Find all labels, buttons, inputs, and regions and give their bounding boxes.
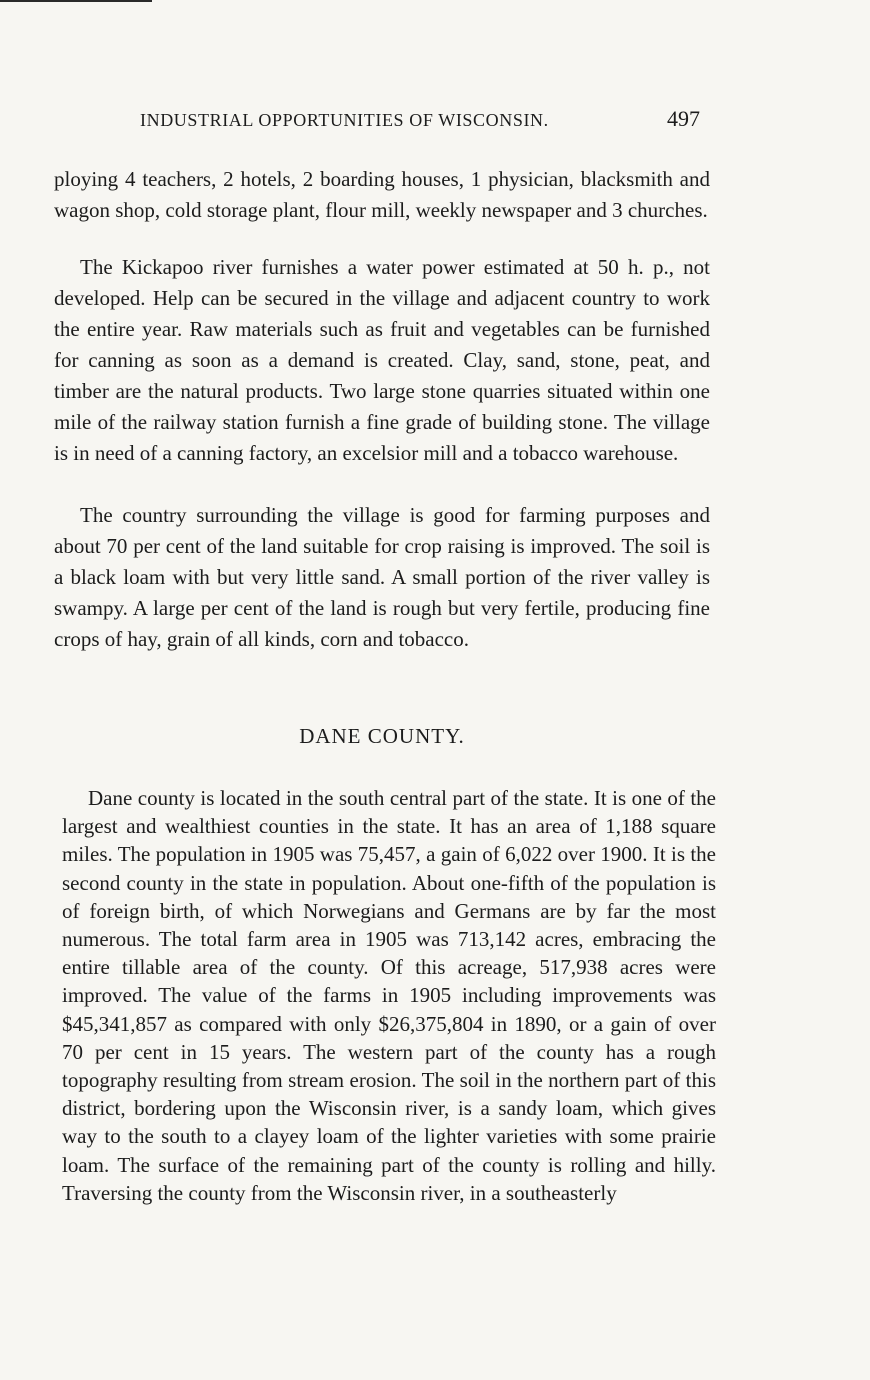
running-head (140, 106, 700, 136)
running-title: INDUSTRIAL OPPORTUNITIES OF WISCONSIN. (140, 110, 549, 130)
paragraph-surrounding-country: The country surrounding the village is good for farming purposes and about 70 per cent of the land suitable for crop raising is improved. The soil is a black loam with but very little sand. A small portion of the river valley is swampy. A large per cent of the land is rough but very fertile, producing fine crops of hay, grain of all kinds, corn and tobacco. (54, 503, 710, 651)
top-rule (0, 0, 152, 2)
section-heading: DANE COUNTY. (299, 724, 465, 748)
page-number: 497 (667, 106, 700, 131)
paragraph-continuation: ploying 4 teachers, 2 hotels, 2 boarding houses, 1 physician, blacksmith and wagon shop, cold storage plant, flour mill, weekly newspaper and 3 churches. (54, 167, 710, 222)
paragraph-kickapoo-river: The Kickapoo river furnishes a water power estimated at 50 h. p., not developed. Help can be secured in the village and adjacent country to work the entire year. Raw materials such as fruit and vegetables can be furnished for canning as soon as a demand is created. Clay, sand, stone, peat, and timber are the natural products. Two large stone quarries situated within one mile of the railway station furnish a fine grade of building stone. The village is in need of a canning factory, an excelsior mill and a tobacco warehouse. (54, 255, 710, 465)
paragraph-dane-county: Dane county is located in the south central part of the state. It is one of the largest and wealthiest counties in the state. It has an area of 1,188 square miles. The population in 1905 was 75,457, a gain of 6,022 over 1900. It is the second county in the state in population. About one-fifth of the population is of foreign birth, of which Norwegians and Germans are by far the most numerous. The total farm area in 1905 was 713,142 acres, embracing the entire tillable area of the county. Of this acreage, 517,938 acres were improved. The value of the farms in 1905 including improvements was $45,341,857 as compared with only $26,375,804 in 1890, or a gain of over 70 per cent in 15 years. The western part of the county has a rough topography resulting from stream erosion. The soil in the northern part of this district, bordering upon the Wisconsin river, is a sandy loam, which gives way to the south to a clayey loam of the lighter varieties with some prairie loam. The surface of the remaining part of the county is rolling and hilly. Traversing the county from the Wisconsin river, in a southeasterly (62, 786, 716, 1205)
